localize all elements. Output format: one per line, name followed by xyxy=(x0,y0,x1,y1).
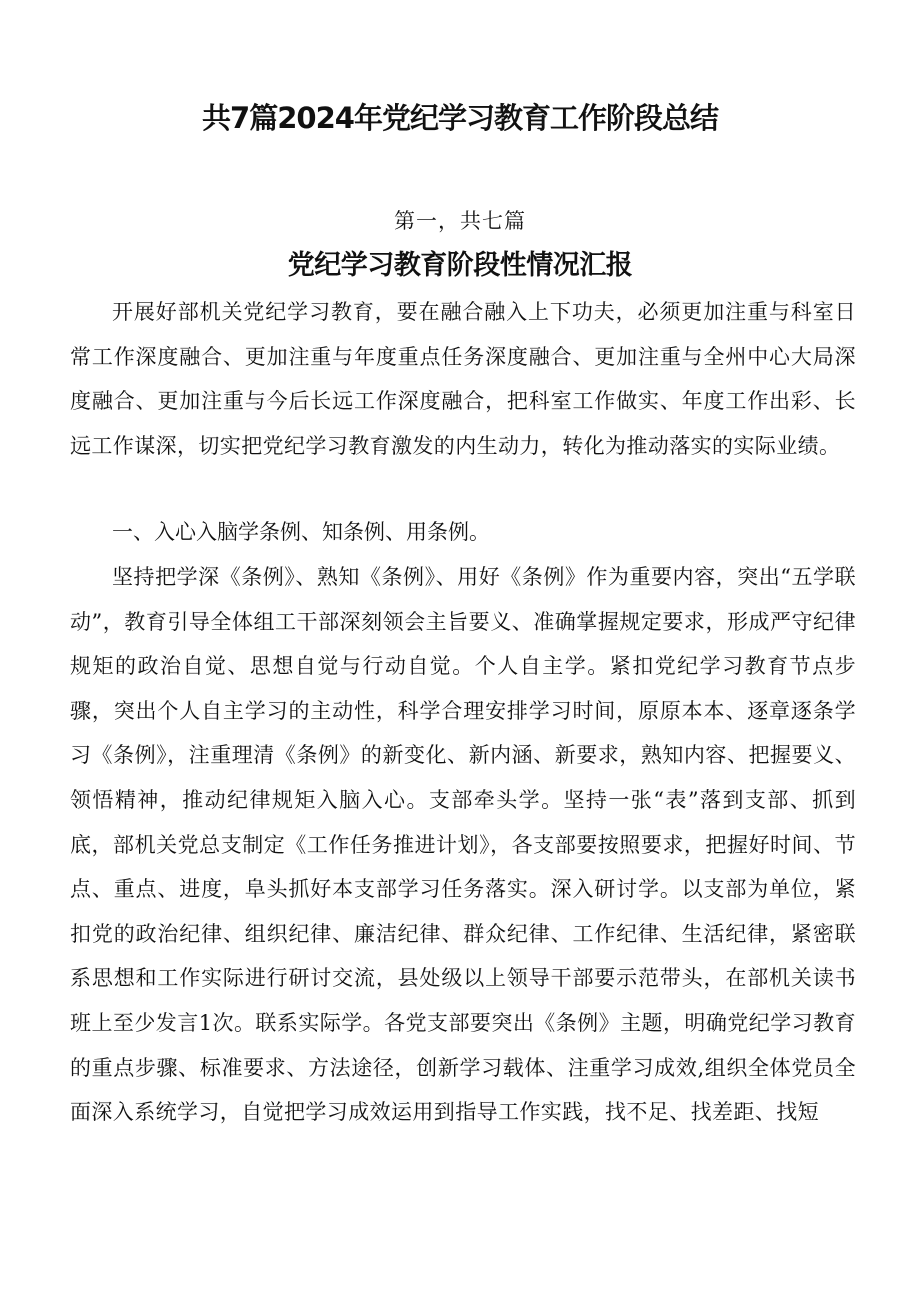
section-label: 第一，共七篇 xyxy=(394,209,526,233)
intro-paragraph: 开展好部机关党纪学习教育，要在融合融入上下功夫，必须更加注重与科室日常工作深度融合、更加注重与年度重点任务深度融合、更加注重与全州中心大局深度融合、更加注重与今后长远工作深度融合，把科室工作做实、年度工作出彩、长远工作谋深，切实把党纪学习教育激发的内生动力，转化为推动落实的实际业绩。 xyxy=(70,300,856,458)
body-paragraph: 坚持把学深《条例》、熟知《条例》、用好《条例》作为重要内容，突出“五学联动”，教育引导全体组工干部深刻领会主旨要义、准确掌握规定要求，形成严守纪律规矩的政治自觉、思想自觉与行动自觉。个人自主学。紧扣党纪学习教育节点步骤，突出个人自主学习的主动性，科学合理安排学习时间，原原本本、逐章逐条学习《条例》，注重理清《条例》的新变化、新内涵、新要求，熟知内容、把握要义、领悟精神，推动纪律规矩入脑入心。支部牵头学。坚持一张“表”落到支部、抓到底，部机关党总支制定《工作任务推进计划》，各支部要按照要求，把握好时间、节点、重点、进度，阜头抓好本支部学习任务落实。深入研讨学。以支部为单位，紧扣党的政治纪律、组织纪律、廉洁纪律、群众纪律、工作纪律、生活纪律，紧密联系思想和工作实际进行研讨交流，县处级以上领导干部要示范带头，在部机关读书班上至少发言1次。联系实际学。各党支部要突出《条例》主题，明确党纪学习教育的重点步骤、标准要求、方法途径，创新学习载体、注重学习成效,组织全体党员全面深入系统学习，自觉把学习成效运用到指导工作实践，找不足、找差距、找短 xyxy=(70,565,856,1125)
section-title: 党纪学习教育阶段性情况汇报 xyxy=(287,250,633,281)
subsection-heading: 一、入心入脑学条例、知条例、用条例。 xyxy=(112,520,490,544)
document-title: 共7篇2024年党纪学习教育工作阶段总结 xyxy=(202,101,718,135)
